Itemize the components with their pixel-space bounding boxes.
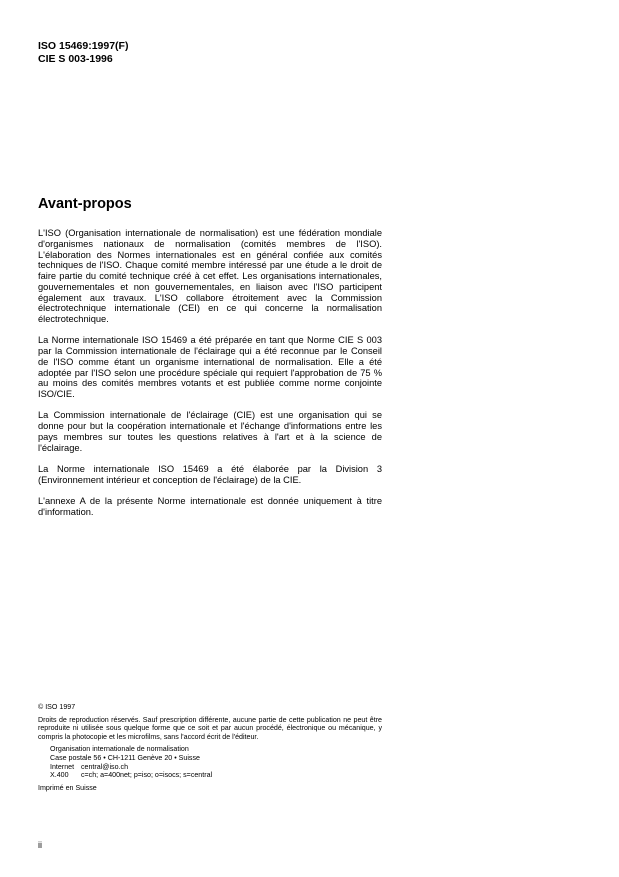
- page-number: ii: [38, 840, 42, 850]
- postal-address: Case postale 56 • CH-1211 Genève 20 • Suisse: [50, 753, 200, 762]
- rights-statement: Droits de reproduction réservés. Sauf prescription différente, aucune partie de cette publication ne peut être reproduite ni utilisée sous quelque forme que ce soit et par aucun procédé, électronique ou mécanique, y compris la photocopie et les microfilms, sans l'accord écrit de l'éditeur.: [38, 715, 382, 741]
- internet-value: central@iso.ch: [80, 762, 129, 771]
- publisher-address: [50, 745, 382, 779]
- iso-reference: ISO 15469:1997(F): [38, 40, 129, 52]
- paragraph: La Norme internationale ISO 15469 a été élaborée par la Division 3 (Environnement intérieur et conception de l'éclairage) de la CIE.: [38, 463, 382, 485]
- document-header: [38, 40, 128, 66]
- copyright-footer: [38, 703, 382, 792]
- paragraph: La Commission internationale de l'éclairage (CIE) est une organisation qui se donne pour but la coopération internationale et l'échange d'informations entre les pays membres sur toutes les questions relatives à l'art et à la science de l'éclairage.: [38, 410, 382, 453]
- x400-contact: [50, 771, 382, 780]
- x400-label: X.400: [50, 771, 69, 780]
- org-name: Organisation internationale de normalisation: [50, 745, 189, 754]
- printed-in: Imprimé en Suisse: [38, 783, 97, 792]
- paragraph: L'annexe A de la présente Norme internationale est donnée uniquement à titre d'information.: [38, 495, 382, 517]
- foreword-body: [38, 228, 382, 528]
- paragraph: L'ISO (Organisation internationale de normalisation) est une fédération mondiale d'organismes nationaux de normalisation (comités membres de l'ISO). L'élaboration des Normes internationales est en général confiée aux comités techniques de l'ISO. Chaque comité membre intéressé par une étude a le droit de faire partie du comité technique créé à cet effet. Les organisations internationales, gouvernementales et non gouvernementales, en liaison avec l'ISO participent également aux travaux. L'ISO collabore étroitement avec la Commission électrotechnique internationale (CEI) en ce qui concerne la normalisation électrotechnique.: [38, 228, 382, 324]
- internet-contact: [50, 763, 382, 772]
- section-title: Avant-propos: [38, 196, 132, 212]
- x400-value: c=ch; a=400net; p=iso; o=isocs; s=central: [80, 771, 213, 780]
- cie-reference: CIE S 003-1996: [38, 53, 113, 65]
- internet-label: Internet: [50, 762, 75, 771]
- copyright-notice: © ISO 1997: [38, 703, 76, 711]
- paragraph: La Norme internationale ISO 15469 a été préparée en tant que Norme CIE S 003 par la Commission internationale de l'éclairage qui a été reconnue par le Conseil de l'ISO comme étant un organisme international de normalisation. Elle a été adoptée par l'ISO selon une procédure spéciale qui requiert l'approbation de 75 % au moins des comités membres votants et est publiée comme norme conjointe ISO/CIE.: [38, 335, 382, 399]
